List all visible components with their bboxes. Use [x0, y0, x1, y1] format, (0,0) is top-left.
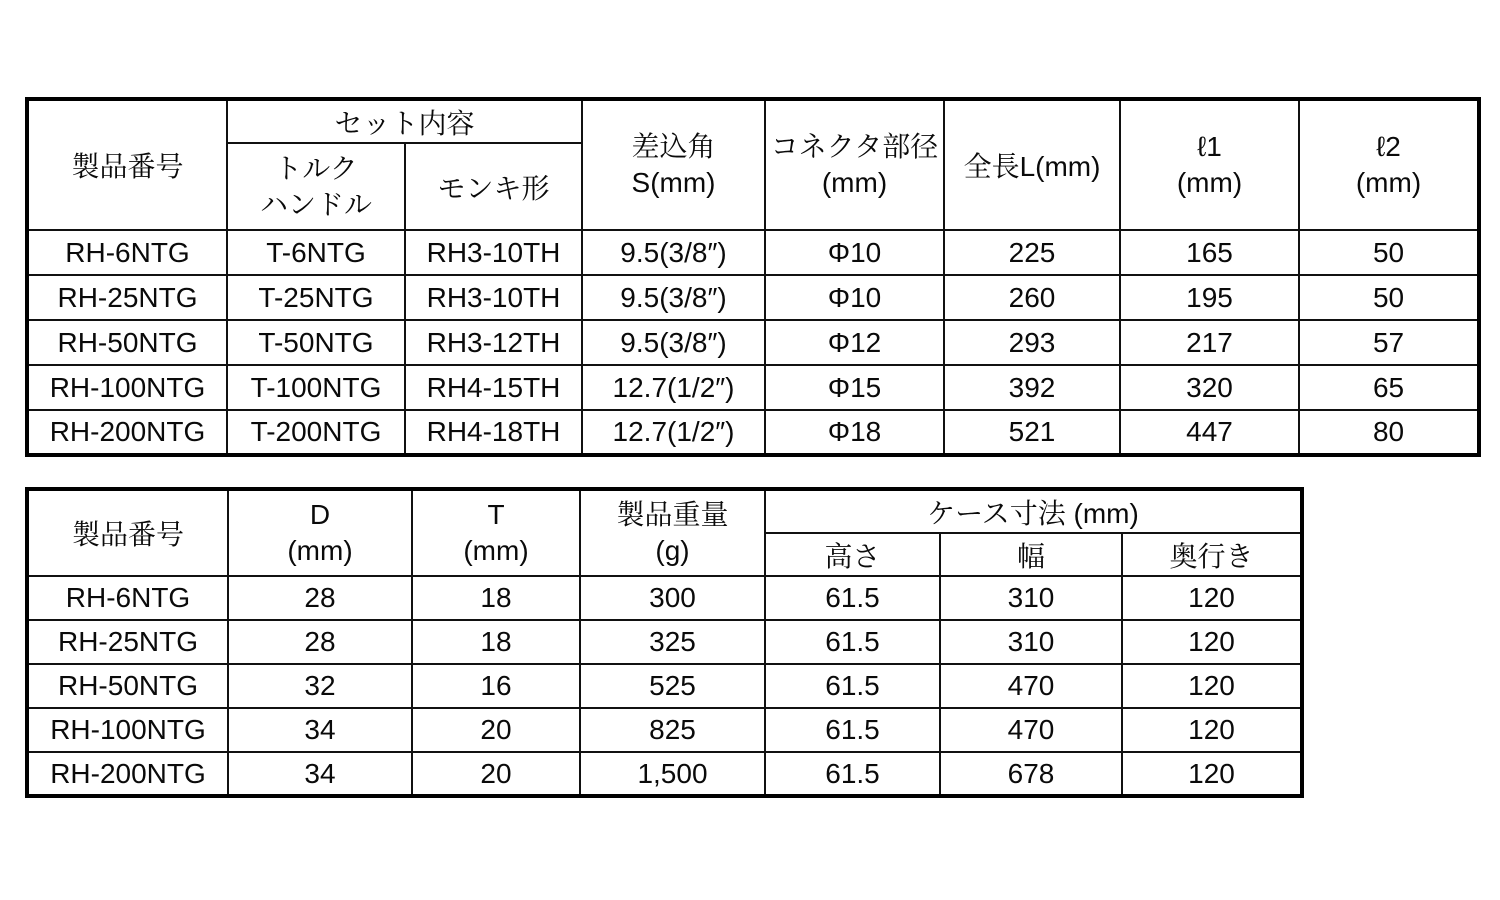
cell-connector-dia: Φ15: [765, 365, 944, 410]
table-row: [27, 708, 1302, 752]
cell-l2: 80: [1299, 410, 1479, 455]
cell-case-depth: 120: [1122, 708, 1302, 752]
col-header-weight-line1: 製品重量: [616, 499, 729, 531]
col-header-case-width: 幅: [940, 533, 1122, 576]
cell-product-no: RH-50NTG: [27, 320, 227, 365]
col-header-set-contents: セット内容: [227, 99, 582, 143]
col-header-insert-angle-line1: 差込角: [631, 131, 716, 163]
table-row: [27, 664, 1302, 708]
table-header-row: [27, 489, 1302, 533]
col-header-l2: [1299, 99, 1479, 230]
cell-case-height: 61.5: [765, 576, 940, 620]
cell-overall-length: 293: [944, 320, 1120, 365]
cell-case-width: 310: [940, 576, 1122, 620]
cell-case-height: 61.5: [765, 752, 940, 796]
cell-connector-dia: Φ12: [765, 320, 944, 365]
cell-product-no: RH-50NTG: [27, 664, 228, 708]
cell-case-width: 470: [940, 664, 1122, 708]
cell-l2: 50: [1299, 230, 1479, 275]
table-row: [27, 320, 1479, 365]
cell-d: 34: [228, 752, 412, 796]
cell-l1: 320: [1120, 365, 1299, 410]
col-header-l2-line1: ℓ2: [1376, 131, 1401, 163]
table-row: [27, 230, 1479, 275]
col-header-l1-line1: ℓ1: [1197, 131, 1222, 163]
cell-connector-dia: Φ10: [765, 230, 944, 275]
col-header-d: [228, 489, 412, 576]
col-header-l1-line2: (mm): [1176, 167, 1243, 198]
cell-overall-length: 392: [944, 365, 1120, 410]
cell-torque-handle: T-25NTG: [227, 275, 405, 320]
col-header-product-no: 製品番号: [27, 489, 228, 576]
table-row: [27, 576, 1302, 620]
cell-weight: 325: [580, 620, 765, 664]
cell-connector-dia: Φ18: [765, 410, 944, 455]
table-row: [27, 752, 1302, 796]
cell-product-no: RH-6NTG: [27, 576, 228, 620]
cell-l1: 217: [1120, 320, 1299, 365]
col-header-t-line1: T: [487, 499, 505, 531]
cell-case-depth: 120: [1122, 576, 1302, 620]
cell-product-no: RH-100NTG: [27, 708, 228, 752]
col-header-insert-angle-line2: S(mm): [631, 167, 716, 198]
col-header-case-dims: ケース寸法 (mm): [765, 489, 1302, 533]
cell-l2: 50: [1299, 275, 1479, 320]
col-header-l1: [1120, 99, 1299, 230]
cell-weight: 525: [580, 664, 765, 708]
cell-monkey-type: RH4-15TH: [405, 365, 582, 410]
cell-insert-angle: 9.5(3/8″): [582, 320, 765, 365]
cell-t: 18: [412, 620, 580, 664]
cell-torque-handle: T-100NTG: [227, 365, 405, 410]
cell-case-width: 470: [940, 708, 1122, 752]
col-header-case-depth: 奥行き: [1122, 533, 1302, 576]
col-header-connector-dia-line2: (mm): [821, 167, 888, 198]
col-header-monkey-type: モンキ形: [405, 143, 582, 230]
cell-insert-angle: 12.7(1/2″): [582, 410, 765, 455]
cell-weight: 300: [580, 576, 765, 620]
cell-monkey-type: RH3-10TH: [405, 230, 582, 275]
cell-case-height: 61.5: [765, 708, 940, 752]
cell-case-width: 678: [940, 752, 1122, 796]
cell-case-height: 61.5: [765, 620, 940, 664]
spec-table-set-dimensions: [25, 97, 1481, 457]
cell-torque-handle: T-6NTG: [227, 230, 405, 275]
cell-monkey-type: RH3-10TH: [405, 275, 582, 320]
cell-product-no: RH-200NTG: [27, 752, 228, 796]
col-header-product-no: 製品番号: [27, 99, 227, 230]
cell-product-no: RH-25NTG: [27, 620, 228, 664]
cell-product-no: RH-200NTG: [27, 410, 227, 455]
col-header-l2-line2: (mm): [1355, 167, 1422, 198]
cell-d: 34: [228, 708, 412, 752]
spec-table-weight-case: [25, 487, 1304, 798]
cell-insert-angle: 9.5(3/8″): [582, 230, 765, 275]
cell-d: 28: [228, 620, 412, 664]
cell-torque-handle: T-50NTG: [227, 320, 405, 365]
col-header-torque-handle-line2: ハンドル: [259, 188, 372, 220]
cell-monkey-type: RH3-12TH: [405, 320, 582, 365]
cell-connector-dia: Φ10: [765, 275, 944, 320]
cell-case-height: 61.5: [765, 664, 940, 708]
cell-t: 20: [412, 708, 580, 752]
cell-t: 16: [412, 664, 580, 708]
col-header-weight: [580, 489, 765, 576]
cell-case-depth: 120: [1122, 752, 1302, 796]
cell-insert-angle: 12.7(1/2″): [582, 365, 765, 410]
table-row: [27, 410, 1479, 455]
col-header-d-line2: (mm): [287, 535, 353, 566]
col-header-t: [412, 489, 580, 576]
cell-l2: 57: [1299, 320, 1479, 365]
cell-weight: 1,500: [580, 752, 765, 796]
col-header-torque-handle-line1: トルク: [274, 152, 358, 184]
cell-l1: 165: [1120, 230, 1299, 275]
cell-d: 28: [228, 576, 412, 620]
col-header-t-line2: (mm): [463, 535, 529, 566]
col-header-insert-angle: [582, 99, 765, 230]
cell-insert-angle: 9.5(3/8″): [582, 275, 765, 320]
table-header-row: [27, 99, 1479, 143]
cell-t: 18: [412, 576, 580, 620]
col-header-weight-line2: (g): [655, 535, 690, 566]
cell-case-width: 310: [940, 620, 1122, 664]
cell-product-no: RH-25NTG: [27, 275, 227, 320]
cell-d: 32: [228, 664, 412, 708]
col-header-d-line1: D: [309, 499, 331, 531]
table-row: [27, 365, 1479, 410]
col-header-overall-length: 全長L(mm): [944, 99, 1120, 230]
cell-l1: 447: [1120, 410, 1299, 455]
cell-overall-length: 260: [944, 275, 1120, 320]
cell-overall-length: 521: [944, 410, 1120, 455]
cell-case-depth: 120: [1122, 620, 1302, 664]
cell-weight: 825: [580, 708, 765, 752]
cell-l1: 195: [1120, 275, 1299, 320]
cell-l2: 65: [1299, 365, 1479, 410]
cell-product-no: RH-6NTG: [27, 230, 227, 275]
cell-t: 20: [412, 752, 580, 796]
cell-product-no: RH-100NTG: [27, 365, 227, 410]
table-row: [27, 620, 1302, 664]
col-header-case-height: 高さ: [765, 533, 940, 576]
col-header-connector-dia: [765, 99, 944, 230]
cell-case-depth: 120: [1122, 664, 1302, 708]
col-header-torque-handle: [227, 143, 405, 230]
table-row: [27, 275, 1479, 320]
cell-monkey-type: RH4-18TH: [405, 410, 582, 455]
cell-overall-length: 225: [944, 230, 1120, 275]
col-header-connector-dia-line1: コネクタ部径: [770, 131, 939, 163]
cell-torque-handle: T-200NTG: [227, 410, 405, 455]
